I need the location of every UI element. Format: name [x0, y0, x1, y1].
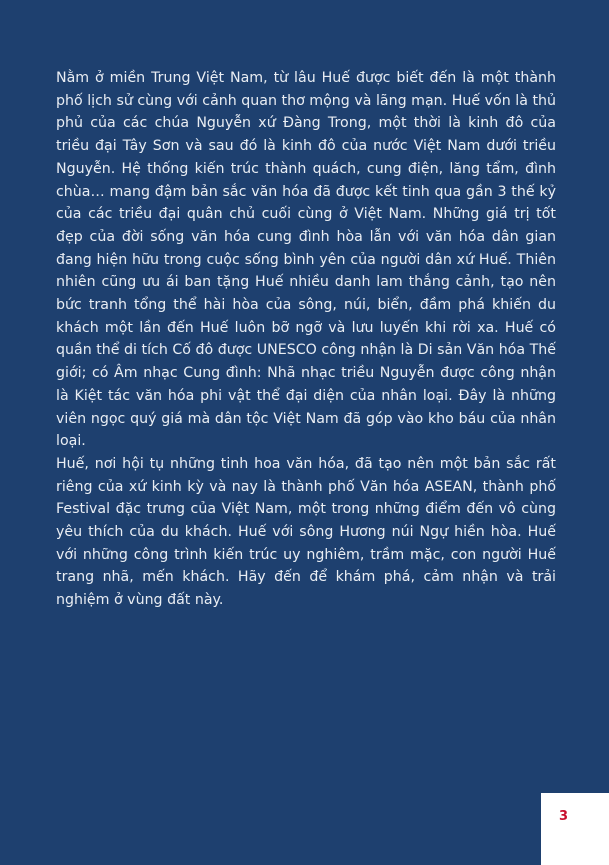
paragraph-1: Nằm ở miền Trung Việt Nam, từ lâu Huế được biết đến là một thành phố lịch sử cùng với cảnh quan thơ mộng và lãng mạn. Huế vốn là thủ phủ của các chúa Nguyễn xứ Đàng Trong, một thời là kinh đô của triều đại Tây Sơn và sau đó là kinh đô của nước Việt Nam dưới triều Nguyễn. Hệ thống kiến trúc thành quách, cung điện, lăng tẩm, đình chùa… mang đậm bản sắc văn hóa đã được kết tinh qua gần 3 thế kỷ của các triều đại quân chủ cuối cùng ở Việt Nam. Những giá trị tốt đẹp của đời sống văn hóa cung đình hòa lẫn với văn hóa dân gian đang hiện hữu trong cuộc sống bình yên của người dân xứ Huế. Thiên nhiên cũng ưu ái ban tặng Huế nhiều danh lam thắng cảnh, tạo nên bức tranh tổng thể hài hòa của sông, núi, biển, đầm phá khiến du khách một lần đến Huế luôn bỡ ngỡ và lưu luyến khi rời xa. Huế có quần thể di tích Cố đô được UNESCO công nhận là Di sản Văn hóa Thế giới; có Âm nhạc Cung đình: Nhã nhạc triều Nguyễn được công nhận là Kiệt tác văn hóa phi vật thể đại diện của nhân loại. Đây là những viên ngọc quý giá mà dân tộc Việt Nam đã góp vào kho báu của nhân loại.: [56, 70, 556, 450]
paragraph-2: Huế, nơi hội tụ những tinh hoa văn hóa, đã tạo nên một bản sắc rất riêng của xứ kinh kỳ và nay là thành phố Văn hóa ASEAN, thành phố Festival đặc trưng của Việt Nam, một trong những điểm đến vô cùng yêu thích của du khách. Huế với sông Hương núi Ngự hiền hòa. Huế với những công trình kiến trúc uy nghiêm, trầm mặc, con người Huế trang nhã, mến khách. Hãy đến để khám phá, cảm nhận và trải nghiệm ở vùng đất này.: [56, 455, 556, 609]
page-number-box: [541, 793, 609, 865]
page-number: 3: [559, 809, 569, 824]
body-text: [56, 67, 556, 612]
